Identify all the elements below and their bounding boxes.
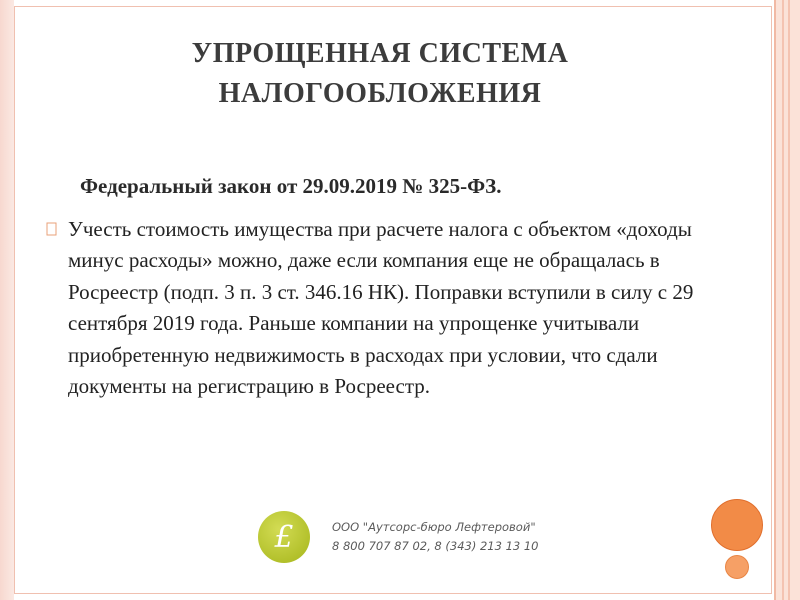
stripe-line xyxy=(782,0,784,600)
title-line-2: НАЛОГООБЛОЖЕНИЯ xyxy=(218,78,542,109)
company-phones: 8 800 707 87 02, 8 (343) 213 13 10 xyxy=(332,539,539,553)
bullet-item xyxy=(46,214,726,402)
slide-title xyxy=(0,34,760,114)
small-orange-circle xyxy=(725,555,749,579)
law-reference: Федеральный закон от 29.09.2019 № 325-ФЗ. xyxy=(80,174,502,198)
stripe-line xyxy=(788,0,790,600)
large-orange-circle xyxy=(711,499,763,551)
company-name: ООО "Аутсорс-бюро Лефтеровой" xyxy=(332,520,536,534)
decorative-circles xyxy=(711,499,763,579)
logo-text xyxy=(332,518,539,556)
bullet-text: Учесть стоимость имущества при расчете налога с объектом «доходы минус расходы» можно, даже если компания еще не обращалась в Росреестр (подп. 3 п. 3 ст. 346.16 НК). Поправки вступили в силу с 29 сентября 2019 года. Раньше компании на упрощенке учитывали приобретенную недвижимость в расходах при условии, что сдали документы на регистрацию в Росреестр. xyxy=(68,217,694,399)
pound-logo-icon: £ xyxy=(258,511,310,563)
square-bullet-icon xyxy=(46,214,68,402)
right-decorative-bar xyxy=(774,0,800,600)
company-logo xyxy=(258,511,539,563)
title-line-1: УПРОЩЕННАЯ СИСТЕМА xyxy=(191,38,569,69)
